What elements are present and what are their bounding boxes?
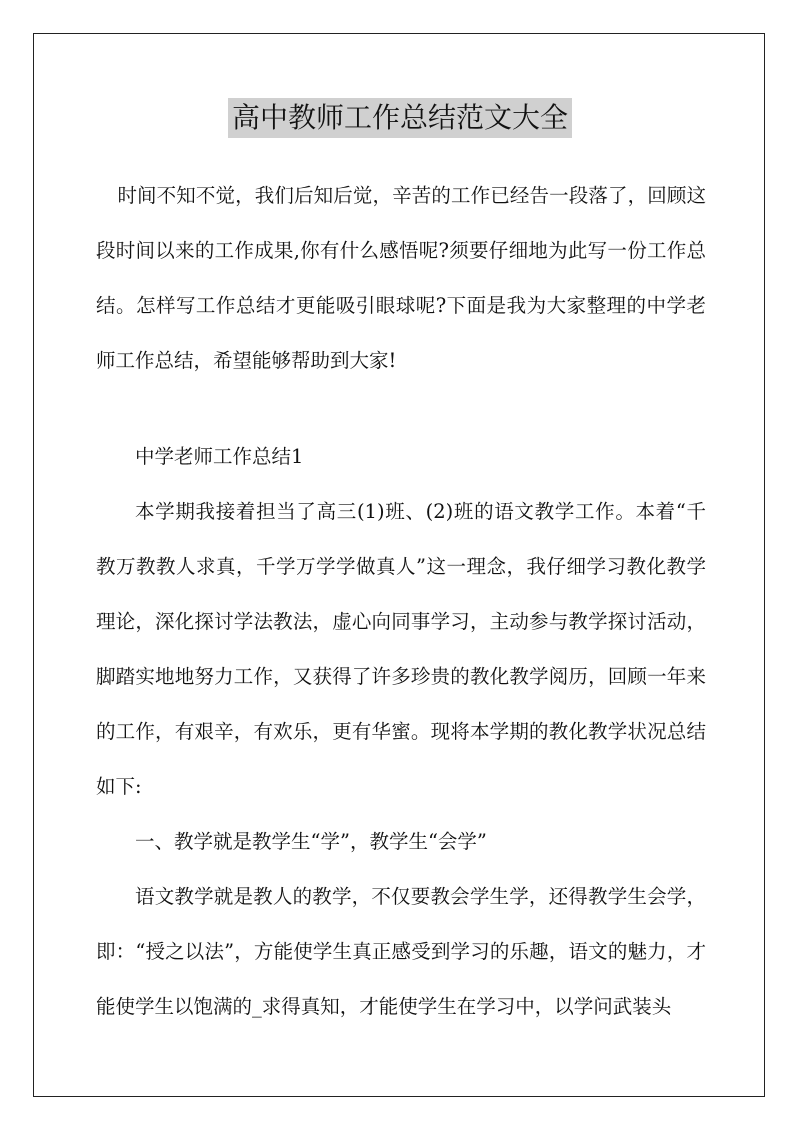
intro-paragraph: 时间不知不觉，我们后知后觉，辛苦的工作已经告一段落了，回顾这段时间以来的工作成果,你有什么感悟呢?须要仔细地为此写一份工作总结。怎样写工作总结才更能吸引眼球呢?下面是我为大家整理的中学老师工作总结，希望能够帮助到大家!: [96, 184, 706, 372]
document-title: 高中教师工作总结范文大全: [228, 98, 572, 138]
body-paragraph-1: 本学期我接着担当了高三(1)班、(2)班的语文教学工作。本着“千教万教教人求真，千学万学学做真人”这一理念，我仔细学习教化教学理论，深化探讨学法教法，虚心向同事学习，主动参与教学探讨活动，脚踏实地地努力工作，又获得了许多珍贵的教化教学阅历，回顾一年来的工作，有艰辛，有欢乐，更有华蜜。现将本学期的教化教学状况总结如下:: [96, 500, 706, 798]
paragraph-spacer: [96, 388, 706, 429]
subheading-1: 一、教学就是教学生“学”，教学生“会学”: [135, 830, 487, 853]
section-heading: 中学老师工作总结1: [135, 445, 304, 468]
title-container: [0, 98, 800, 138]
document-body: [96, 168, 706, 1034]
body-paragraph-2: 语文教学就是教人的教学，不仅要教会学生学，还得教学生会学，即：“授之以法”，方能使学生真正感受到学习的乐趣，语文的魅力，才能使学生以饱满的_求得真知，才能使学生在学习中，以学问武装头: [96, 885, 706, 1018]
